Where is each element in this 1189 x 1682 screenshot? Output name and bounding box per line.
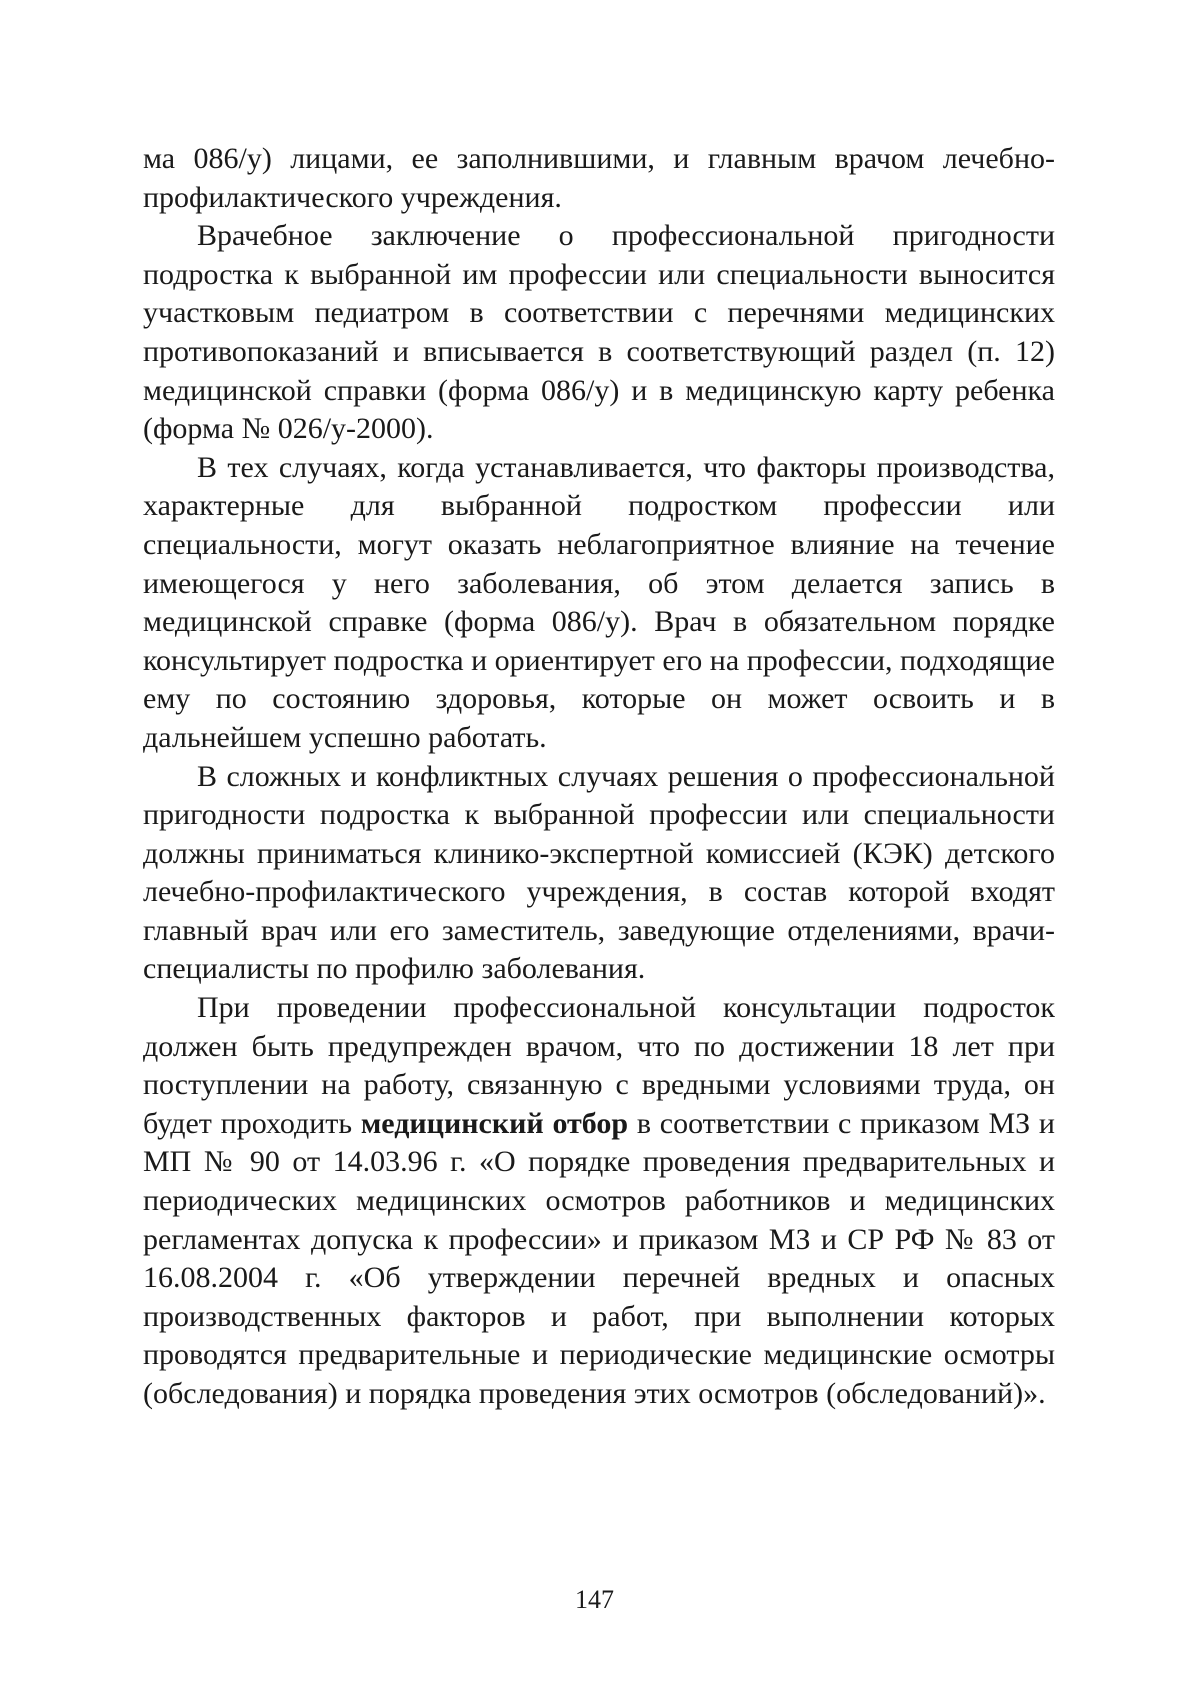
- paragraph-continuation: ма 086/у) лицами, ее заполнившими, и главным врачом лечебно-профилактического учреждения.: [143, 142, 1055, 214]
- paragraph-production-factors: В тех случаях, когда устанавливается, что факторы производства, характерные для выбранной подростком профессии или специальности, могут оказать неблагоприятное влияние на течение имеющегося у него заболевания, об этом делается запись в медицинской справке (форма 086/у). Врач в обязательном порядке консультирует подростка и ориентирует его на профессии, подходящие ему по состоянию здоровья, которые он может освоить и в дальнейшем успешно работать.: [143, 450, 1055, 754]
- paragraph-kek-commission: В сложных и конфликтных случаях решения о профессиональной пригодности подростка к выбранной профессии или специальности должны приниматься клинико-экспертной комиссией (КЭК) детского лечебно-профилактического учреждения, в состав которой входят главный врач или его заместитель, заведующие отделениями, врачи-специалисты по профилю заболевания.: [143, 759, 1055, 986]
- paragraph-medical-conclusion: Врачебное заключение о профессиональной пригодности подростка к выбранной им профессии или специальности выносится участковым педиатром в соответствии с перечнями медицинских противопоказаний и вписывается в соответствующий раздел (п. 12) медицинской справки (форма 086/у) и в медицинскую карту ребенка (форма № 026/у-2000).: [143, 219, 1055, 446]
- body-text: [143, 140, 1055, 1414]
- text-after-bold: в соответствии с приказом МЗ и МП № 90 от 14.03.96 г. «О порядке проведения предварительных и периодических медицинских осмотров работников и медицинских регламентах допуска к профессии» и приказом МЗ и СР РФ № 83 от 16.08.2004 г. «Об утверждении перечней вредных и опасных производственных факторов и работ, при выполнении которых проводятся предварительные и периодические медицинские осмотры (обследования) и порядка проведения этих осмотров (обследований)».: [143, 1106, 1055, 1410]
- bold-term-medical-selection: медицинский отбор: [360, 1106, 629, 1140]
- paragraph-medical-selection: [143, 989, 1055, 1414]
- page-number: 147: [575, 1585, 614, 1614]
- text-before-bold: При проведении профессиональной консультации подросток должен быть предупрежден врачом, что по достижении 18 лет при поступлении на работу, связанную с вредными условиями труда, он будет проходить: [143, 991, 1055, 1140]
